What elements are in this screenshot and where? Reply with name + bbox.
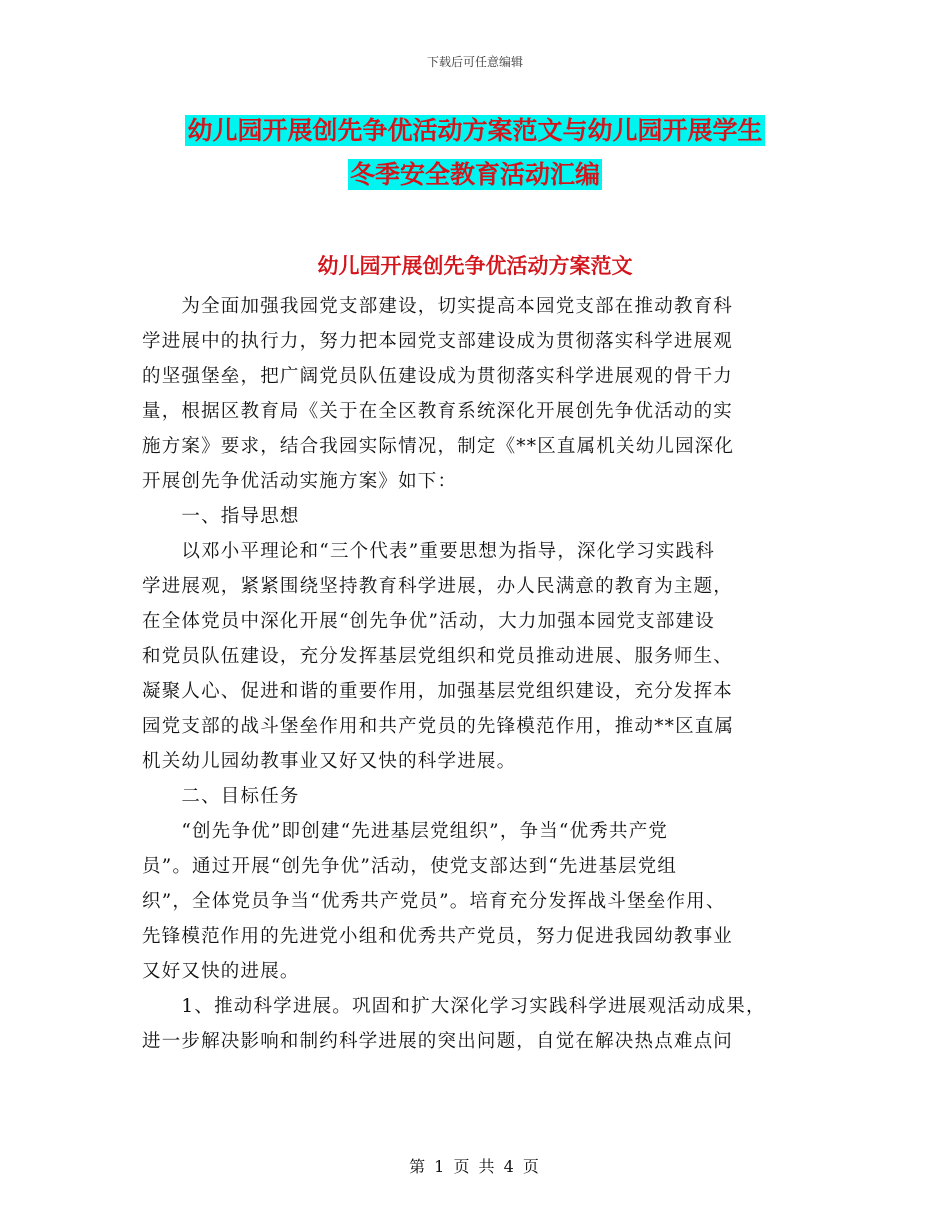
main-title-line-1	[0, 114, 950, 148]
body-line: 的坚强堡垒，把广阔党员队伍建设成为贯彻落实科学进展观的骨干力	[142, 366, 734, 387]
body-line: 进一步解决影响和制约科学进展的突出问题，自觉在解决热点难点问	[142, 1031, 734, 1052]
body-line: 织”，全体党员争当“优秀共产党员”。培育充分发挥战斗堡垒作用、	[142, 891, 726, 912]
body-line: 量，根据区教育局《关于在全区教育系统深化开展创先争优活动的实	[142, 401, 734, 422]
section-title: 幼儿园开展创先争优活动方案范文	[317, 254, 633, 278]
body-text	[142, 289, 822, 1059]
body-line: 先锋模范作用的先进党小组和优秀共产党员，努力促进我园幼教事业	[142, 926, 734, 947]
body-line: 以邓小平理论和“三个代表”重要思想为指导，深化学习实践科	[142, 541, 715, 562]
body-line: 园党支部的战斗堡垒作用和共产党员的先锋模范作用，推动**区直属	[142, 716, 735, 737]
body-line: 1、推动科学进展。巩固和扩大深化学习实践科学进展观活动成果，	[142, 996, 766, 1017]
body-line: “创先争优”即创建“先进基层党组织”，争当“优秀共产党	[142, 821, 669, 842]
main-title-line-2-text: 冬季安全教育活动汇编	[349, 160, 600, 189]
body-line: 施方案》要求，结合我园实际情况，制定《**区直属机关幼儿园深化	[142, 436, 735, 457]
body-line: 和党员队伍建设，充分发挥基层党组织和党员推动进展、服务师生、	[142, 646, 734, 667]
main-title-line-2	[0, 158, 950, 192]
heading-goals-tasks: 二、目标任务	[142, 786, 300, 807]
heading-guiding-ideology: 一、指导思想	[142, 506, 300, 527]
main-title-line-1-text: 幼儿园开展创先争优活动方案范文与幼儿园开展学生	[187, 116, 763, 145]
body-line: 员”。通过开展“创先争优”活动，使党支部达到“先进基层党组	[142, 856, 678, 877]
body-line: 开展创先争优活动实施方案》如下：	[142, 471, 458, 492]
body-line: 在全体党员中深化开展“创先争优”活动，大力加强本园党支部建设	[142, 611, 715, 632]
body-line: 学进展观，紧紧围绕坚持教育科学进展，办人民满意的教育为主题，	[142, 576, 734, 597]
page-footer: 第 1 页 共 4 页	[409, 1157, 541, 1176]
body-line: 为全面加强我园党支部建设，切实提高本园党支部在推动教育科	[142, 296, 734, 317]
header-note: 下载后可任意编辑	[426, 55, 523, 69]
body-line: 机关幼儿园幼教事业又好又快的科学进展。	[142, 751, 517, 772]
body-line: 凝聚人心、促进和谐的重要作用，加强基层党组织建设，充分发挥本	[142, 681, 734, 702]
body-line: 学进展中的执行力，努力把本园党支部建设成为贯彻落实科学进展观	[142, 331, 734, 352]
body-line: 又好又快的进展。	[142, 961, 300, 982]
